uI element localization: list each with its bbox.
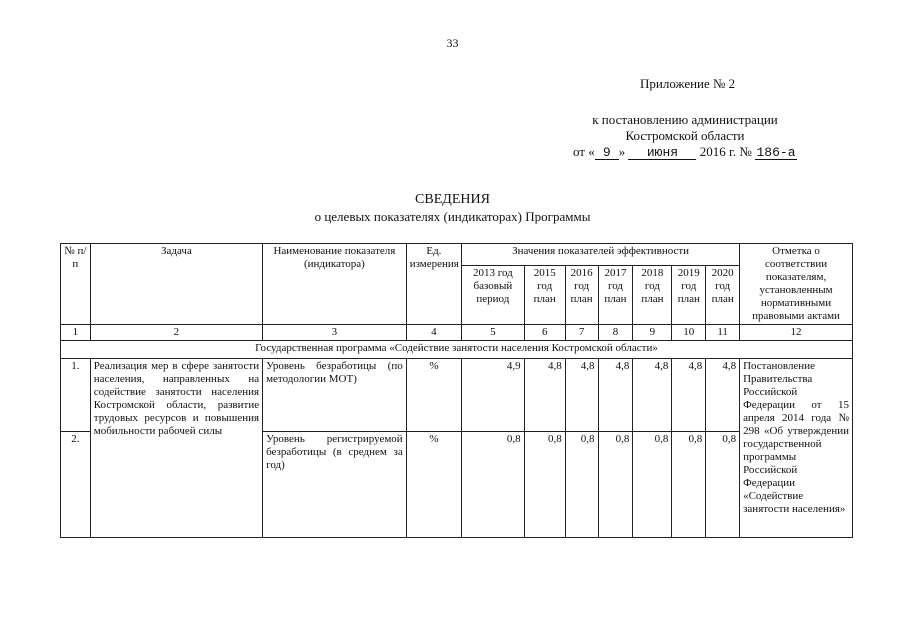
- column-number: 9: [633, 325, 672, 341]
- column-number: 5: [462, 325, 525, 341]
- header-year: 2017 год план: [598, 266, 633, 325]
- value-cell: 4,8: [672, 359, 706, 432]
- date-prefix: от «: [572, 144, 595, 159]
- value-cell: 4,8: [706, 359, 740, 432]
- value-cell: 4,8: [598, 359, 633, 432]
- unit-cell: %: [406, 432, 461, 538]
- header-year: 2013 год базовый период: [462, 266, 525, 325]
- column-number: 7: [565, 325, 598, 341]
- header-year: 2019 год план: [672, 266, 706, 325]
- date-mid: »: [618, 144, 626, 159]
- program-title: Государственная программа «Содействие занятости населения Костромской области»: [61, 341, 853, 359]
- value-cell: 0,8: [633, 432, 672, 538]
- decree-reference: [560, 112, 810, 160]
- appendix-label: Приложение № 2: [640, 76, 736, 91]
- value-cell: 0,8: [462, 432, 525, 538]
- value-cell: 0,8: [672, 432, 706, 538]
- header-year: 2016 год план: [565, 266, 598, 325]
- column-number: 8: [598, 325, 633, 341]
- decree-line-2: Костромской области: [625, 128, 745, 143]
- column-number: 2: [90, 325, 262, 341]
- header-num: № п/п: [61, 244, 91, 325]
- header-row-1: [61, 244, 853, 266]
- table-row: [61, 359, 853, 432]
- page-number: 33: [446, 36, 459, 50]
- value-cell: 4,9: [462, 359, 525, 432]
- column-number: 11: [706, 325, 740, 341]
- value-cell: 0,8: [706, 432, 740, 538]
- column-number: 10: [672, 325, 706, 341]
- column-number: 1: [61, 325, 91, 341]
- value-cell: 0,8: [598, 432, 633, 538]
- value-cell: 4,8: [565, 359, 598, 432]
- value-cell: 0,8: [565, 432, 598, 538]
- header-unit: Ед. измерения: [406, 244, 461, 325]
- decree-day: 9: [595, 146, 619, 160]
- header-year: 2015 год план: [524, 266, 565, 325]
- header-note: Отметка о соответствии показателям, установленным нормативными правовыми актами: [740, 244, 853, 325]
- document-title: СВЕДЕНИЯ: [415, 192, 490, 207]
- decree-line-1: к постановлению администрации: [592, 112, 778, 127]
- header-values-group: Значения показателей эффективности: [462, 244, 740, 266]
- column-number: 4: [406, 325, 461, 341]
- unit-cell: %: [406, 359, 461, 432]
- document-subtitle: о целевых показателях (индикаторах) Программы: [314, 209, 591, 224]
- decree-month: июня: [628, 146, 696, 160]
- indicator-cell: Уровень безработицы (по методологии МОТ): [263, 359, 407, 432]
- header-indicator: Наименование показателя (индикатора): [263, 244, 407, 325]
- column-number: 12: [740, 325, 853, 341]
- row-num: 2.: [61, 432, 91, 538]
- decree-year: 2016 г. №: [699, 144, 752, 159]
- legal-note-cell: Постановление Правительства Российской Федерации от 15 апреля 2014 года № 298 «Об утверждении государственной программы Российской Федерации «Содействие занятости населения»: [740, 359, 853, 538]
- value-cell: 0,8: [524, 432, 565, 538]
- header-year: 2018 год план: [633, 266, 672, 325]
- column-numbers-row: [61, 325, 853, 341]
- indicators-table: [60, 243, 853, 538]
- value-cell: 4,8: [524, 359, 565, 432]
- header-year: 2020 год план: [706, 266, 740, 325]
- column-number: 3: [263, 325, 407, 341]
- header-task: Задача: [90, 244, 262, 325]
- program-row: [61, 341, 853, 359]
- row-num: 1.: [61, 359, 91, 432]
- task-cell: Реализация мер в сфере занятости населения, направленных на содействие занятости населения Костромской области, развитие трудовых ресурсов и повышения мобильности рабочей силы: [90, 359, 262, 538]
- indicator-cell: Уровень регистрируемой безработицы (в среднем за год): [263, 432, 407, 538]
- decree-date-line: [560, 144, 810, 160]
- value-cell: 4,8: [633, 359, 672, 432]
- column-number: 6: [524, 325, 565, 341]
- decree-number: 186-а: [756, 145, 796, 160]
